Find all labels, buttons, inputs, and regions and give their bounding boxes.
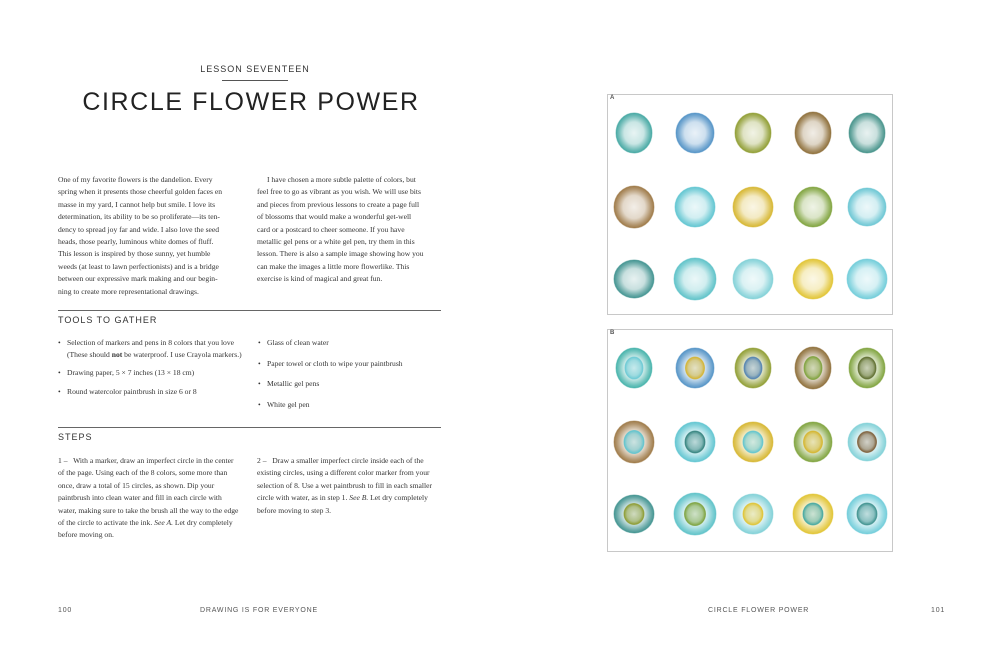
intro-line: spring when it presents those cheerful golden faces en <box>58 187 223 197</box>
intro-line: One of my favorite flowers is the dandelion. Every <box>58 175 213 184</box>
list-item: • Paper towel or cloth to wipe your paintbrush <box>258 358 448 370</box>
ring-green-gold-inner <box>804 431 823 453</box>
intro-line: This lesson is inspired by those sunny, yet humble <box>58 249 211 259</box>
intro-line: ning to create more representational drawings. <box>58 286 199 296</box>
intro-line: of blossoms that would make a wonderful get-well <box>257 212 412 222</box>
step-text: With a marker, draw an imperfect circle in the center of the page. Using each of the 8 colors, some more than once, draw a total of 15 circles, as shown. Dip your paintbrush into clean water and fill in each circle with water, making sure to take the brush all the way to the edge of the circle to activate the ink. <box>58 456 239 528</box>
step-number: 1 – <box>58 456 68 465</box>
intro-line: metallic gel pens or a white gel pen, try them in this <box>257 237 415 247</box>
intro-column-2 <box>257 174 439 286</box>
lesson-divider <box>222 80 288 81</box>
panel-b <box>607 329 893 552</box>
ring-aqua-yellow-inner <box>743 503 763 525</box>
circle-blue <box>676 113 714 153</box>
intro-line: lesson. There is also a sample image showing how you <box>257 249 424 259</box>
lesson-label: LESSON SEVENTEEN <box>200 64 310 74</box>
footer-chapter-title: CIRCLE FLOWER POWER <box>708 607 810 614</box>
step-number: 2 – <box>257 456 267 465</box>
intro-line: masse in my yard, I cannot help but smile. I love its <box>58 199 216 209</box>
intro-line: feel free to go as vibrant as you wish. We will use bits <box>257 187 421 197</box>
list-item: • Round watercolor paintbrush in size 6 or 8 <box>58 386 248 398</box>
circle-brown <box>795 112 831 154</box>
ring-blue-gold-inner <box>686 357 705 379</box>
circle-teal <box>616 113 652 153</box>
step-2 <box>257 455 439 517</box>
step-ref: See B. <box>349 493 369 503</box>
panel-b-artwork <box>608 330 892 551</box>
ring-teal-aqua-inner <box>625 357 643 379</box>
tools-list-1 <box>58 337 248 404</box>
list-item: • Selection of markers and pens in 8 colors that you love (These should not be waterproof. I use Crayola markers.) <box>58 337 248 360</box>
footer-book-title: DRAWING IS FOR EVERYONE <box>200 607 318 614</box>
circle-aqua <box>674 258 716 300</box>
panel-a <box>607 94 893 315</box>
ring-gold-teal-inner <box>803 503 823 525</box>
intro-line: between our expressive mark making and our begin- <box>58 274 218 284</box>
ring-aqua-teal-inner <box>685 431 705 453</box>
ring-gold-aqua-inner <box>743 431 763 453</box>
circle-aqua <box>675 187 715 227</box>
ring-aqua-green-inner <box>685 502 706 525</box>
circle-gold <box>733 187 773 227</box>
circle-aqua <box>848 188 886 226</box>
list-item: • Metallic gel pens <box>258 378 448 390</box>
intro-line: heads, those pearly, luminous white domes of fluff. <box>58 237 214 247</box>
circle-olive <box>735 113 771 153</box>
list-item: • Drawing paper, 5 × 7 inches (13 × 18 cm) <box>58 367 248 379</box>
footer-page-number-right: 101 <box>931 607 946 614</box>
step-text: Draw a smaller imperfect circle inside each of the existing circles, using a different color marker from your selection of 8. Use a wet paintbrush to fill in each smaller circle with water, as in step 1. <box>257 456 433 503</box>
circle-teal <box>614 260 654 298</box>
step-ref: See A. <box>154 518 173 528</box>
intro-line: and pieces from previous lessons to create a page full <box>257 199 420 209</box>
ring-aqua-teal-inner <box>857 503 877 525</box>
circle-brown <box>614 186 654 228</box>
intro-line: can make the images a little more flowerlike. This <box>257 261 410 271</box>
circle-green <box>794 187 832 227</box>
tools-heading: TOOLS TO GATHER <box>58 315 158 325</box>
tools-divider <box>58 310 441 311</box>
step-tail: Let dry completely before moving to step 3. <box>257 493 428 515</box>
intro-line: exercise is kind of magical and great fun. <box>257 274 383 284</box>
panel-a-label: A <box>610 95 615 101</box>
ring-olive-blue-inner <box>744 357 762 379</box>
list-item: • White gel pen <box>258 399 448 411</box>
panel-b-label: B <box>610 330 615 336</box>
ring-brown-aqua-inner <box>624 430 644 453</box>
step-tail: Let dry completely before moving on. <box>58 518 233 540</box>
ring-brown-green-inner <box>804 356 822 379</box>
circle-yellow <box>793 259 833 299</box>
circle-aqua <box>847 259 887 299</box>
page-title: CIRCLE FLOWER POWER <box>82 88 420 116</box>
intro-line: weeds (at least to lawn perfectionists) and is a bridge <box>58 261 219 271</box>
tools-list-2 <box>258 337 448 419</box>
ring-green-olive-inner <box>858 357 876 379</box>
circle-seagreen <box>849 113 885 153</box>
steps-divider <box>58 427 441 428</box>
footer-page-number-left: 100 <box>58 607 73 614</box>
intro-line: I have chosen a more subtle palette of colors, but <box>267 175 416 184</box>
ring-teal-olive-inner <box>624 504 644 525</box>
ring-aqua-brown-inner <box>858 432 877 453</box>
intro-line: determination, its ability to be so proliferate—its ten- <box>58 212 220 222</box>
circle-aqua <box>733 259 773 299</box>
intro-line: dency to spread joy far and wide. I also love the seed <box>58 224 220 234</box>
intro-line: card or a postcard to cheer someone. If you have <box>257 224 405 234</box>
list-item: • Glass of clean water <box>258 337 448 349</box>
panel-a-artwork <box>608 95 892 314</box>
step-1 <box>58 455 240 542</box>
steps-heading: STEPS <box>58 432 93 442</box>
intro-column-1 <box>58 174 240 298</box>
